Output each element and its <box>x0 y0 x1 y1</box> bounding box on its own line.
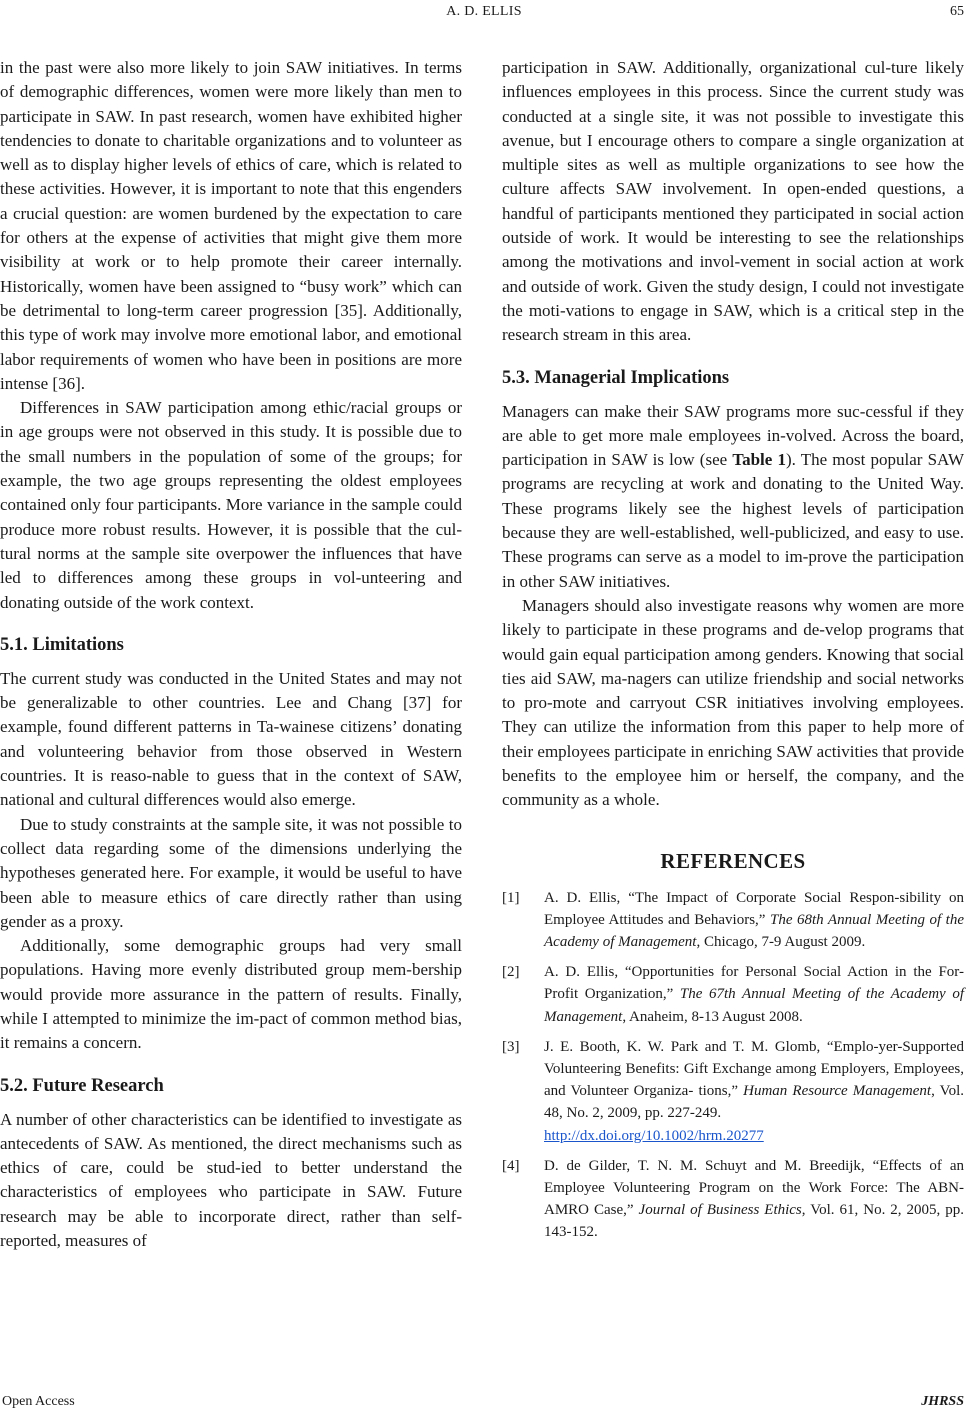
table-reference: Table 1 <box>732 450 786 470</box>
footer-open-access: Open Access <box>2 1394 75 1409</box>
page-number: 65 <box>950 4 964 19</box>
reference-item <box>502 1036 964 1147</box>
paragraph: Managers should also investigate reasons why women are more likely to participate in these programs and de-velop programs that would gain equal participation among genders. Knowing that social ties aid SAW, ma-nagers can utilize friendship and social networks to pro-mote and carryout CSR initiatives involving employees. They can utilize the information from this paper to help more of their employees participate in enriching SAW activities that provide benefits to the employee him or herself, the company, and the community as a whole. <box>502 595 964 810</box>
paragraph: Due to study constraints at the sample site, it was not possible to collect data regarding some of the dimensions underlying the hypotheses generated here. For example, it would be useful to have been able to measure ethics of care directly rather than using gender as a proxy. <box>0 814 462 931</box>
references-heading: REFERENCES <box>660 848 806 873</box>
doi-link[interactable]: http://dx.doi.org/10.1002/hrm.20277 <box>544 1127 764 1144</box>
reference-item <box>502 961 964 1028</box>
right-column <box>502 56 964 1252</box>
paragraph: participation in SAW. Additionally, organizational cul-ture likely influences employees in this process. Since the current study was conducted at a single site, it was not possible to investigate this avenue, but I encourage others to compare a single organization at multiple sites as well as multiple organizations to see how the culture affects SAW involvement. In open-ended questions, a handful of participants mentioned they participated in social action outside of work. It would be interesting to see the relationships among the motivations and invol-vement in social action at work and outside of work. Given the study design, I could not investigate the moti-vations to engage in SAW, which is a critical step in the research stream in this area. <box>502 58 964 345</box>
paragraph: A number of other characteristics can be identified to investigate as antecedents of SAW. As mentioned, the direct mechanisms such as ethics of care, could be stud-ied to better understand the characteristics of employees who participate in SAW. Future research may be able to incorporate direct, rather than self-reported, measures of <box>0 1109 462 1251</box>
reference-number: [4] <box>502 1157 520 1174</box>
paragraph: Differences in SAW participation among ethic/racial groups or in age groups were not observed in this study. It is possible due to the small numbers in the population of some of the groups; for example, the two age groups representing the oldest employees contained only four participants. More variance in the sample could produce more robust results. However, it is possible that the cul-tural norms at the sample site overpower the influences that have led to differences among these groups in vol-unteering and donating outside of the work context. <box>0 398 462 612</box>
paragraph <box>502 400 964 594</box>
reference-text: A. D. Ellis, “The Impact of Corporate Social Respon-sibility on Employee Attitudes and Behaviors,” The 68th Annual Meeting of the Academy of Management, Chicago, 7-9 August 2009. <box>544 889 964 951</box>
reference-number: [2] <box>502 964 520 981</box>
paragraph: The current study was conducted in the United States and may not be generalizable to other countries. Lee and Chang [37] for example, found different patterns in Ta-wainese citizens’ donating and volunteering behavior from those observed in Western countries. It is reaso-nable to guess that in the context of SAW, national and cultural differences would also emerge. <box>0 668 462 810</box>
paragraph-text: Managers can make their SAW programs more suc-cessful if they are able to get more male employees in-volved. Across the board, participation in SAW is low (see <box>502 401 964 470</box>
reference-text: D. de Gilder, T. N. M. Schuyt and M. Breedijk, “Effects of an Employee Volunteering Program on the Work Force: The ABN-AMRO Case,” Journal of Business Ethics, Vol. 61, No. 2, 2005, pp. 143-152. <box>544 1157 964 1241</box>
paragraph-text: ). The most popular SAW programs are recycling at work and donating to the United Way. These programs likely see the highest levels of participation because they are well-established, well-publicized, and easy to use. These programs can serve as a model to im-prove the participation in other SAW initiatives. <box>502 450 964 591</box>
reference-text: A. D. Ellis, “Opportunities for Personal Social Action in the For-Profit Organization,” The 67th Annual Meeting of the Academy of Management, Anaheim, 8-13 August 2008. <box>544 964 965 1025</box>
reference-text: J. E. Booth, K. W. Park and T. M. Glomb, “Emplo-yer-Supported Volunteering Benefits: Gift Exchange among Employers, Employees, and Volunteer Organiza- tions,” Human Resource Management, Vol. 48, No. 2, 2009, pp. 227-249. http://dx.doi.org/10.1002/hrm.20277 <box>544 1036 964 1147</box>
reference-item <box>502 887 964 954</box>
paragraph: Additionally, some demographic groups had very small populations. Having more evenly distributed group mem-bership would provide more assurance in the pattern of results. Finally, while I attempted to minimize the im-pact of common method bias, it remains a concern. <box>0 936 462 1053</box>
reference-number: [3] <box>502 1038 520 1055</box>
reference-item <box>502 1155 964 1244</box>
footer-journal-name: JHRSS <box>921 1394 964 1409</box>
section-heading-limitations: 5.1. Limitations <box>0 634 124 655</box>
paragraph: in the past were also more likely to join SAW initiatives. In terms of demographic differences, women were more likely than men to participate in SAW. In past research, women have exhibited higher tendencies to donate to charitable organizations and to volunteer as well as to display higher levels of ethics of care, which is related to these activities. However, it is important to note that this engenders a crucial question: are women burdened by the expectation to care for others at the expense of activities that might give them more visibility at work or to help promote their career internally. Historically, women have been assigned to “busy work” which can be detrimental to long-term career progression [35]. Additionally, this type of work may involve more emotional labor, and emotional labor requirements of women who have been in positions are more intense [36]. <box>0 58 462 393</box>
references-list <box>502 887 964 1244</box>
reference-number: [1] <box>502 889 520 906</box>
running-header-author: A. D. ELLIS <box>446 4 522 19</box>
section-heading-managerial-implications: 5.3. Managerial Implications <box>502 367 730 388</box>
left-column <box>0 56 462 1253</box>
section-heading-future-research: 5.2. Future Research <box>0 1075 164 1096</box>
